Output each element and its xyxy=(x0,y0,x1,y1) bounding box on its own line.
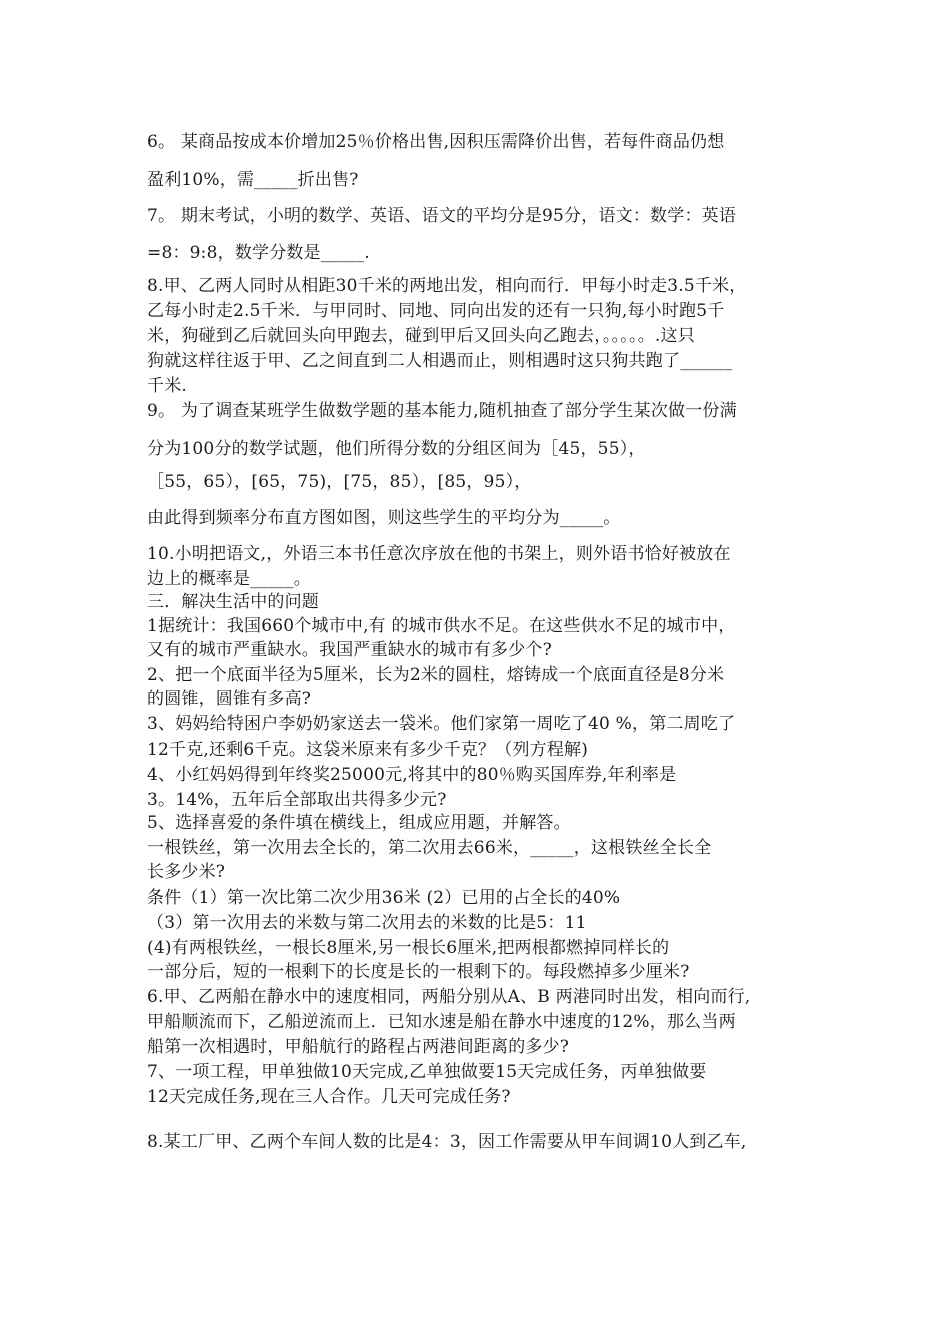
q7-line-2: =8：9:8，数学分数是_____. xyxy=(147,243,370,263)
p3-line-2: 12千克,还剩6千克。这袋米原来有多少千克？（列方程解) xyxy=(147,740,589,760)
q10-line-2: 边上的概率是_____。 xyxy=(147,569,311,589)
q9-line-2: 分为100分的数学试题，他们所得分数的分组区间为［45，55）， xyxy=(147,439,646,459)
p7-line-2: 12天完成任务,现在三人合作。几天可完成任务? xyxy=(147,1087,511,1107)
p5-conditions-3: (4)有两根铁丝，一根长8厘米,另一根长6厘米,把两根都燃掉同样长的 xyxy=(147,938,670,958)
q9-line-4: 由此得到频率分布直方图如图，则这些学生的平均分为_____。 xyxy=(147,508,621,528)
q9-line-3: ［55，65），[65，75)，[75，85），[85，95）， xyxy=(147,472,532,492)
p5-line-3: 长多少米? xyxy=(147,862,226,882)
p1-line-2: 又有的城市严重缺水。我国严重缺水的城市有多少个? xyxy=(147,640,552,660)
p2-line-2: 的圆锥，圆锥有多高? xyxy=(147,689,312,709)
p3-line-1: 3、妈妈给特困户李奶奶家送去一袋米。他们家第一周吃了40 %，第二周吃了 xyxy=(147,714,736,734)
p1-line-1: 1据统计：我国660个城市中,有 的城市供水不足。在这些供水不足的城市中， xyxy=(147,616,736,636)
p8-line-1: 8.某工厂甲、乙两个车间人数的比是4：3，因工作需要从甲车间调10人到乙车, xyxy=(147,1132,747,1152)
p5-line-1: 5、选择喜爱的条件填在横线上，组成应用题，并解答。 xyxy=(147,813,571,833)
q8-line-2: 乙每小时走2.5千米．与甲同时、同地、同向出发的还有一只狗,每小时跑5千 xyxy=(147,301,725,321)
q8-line-4: 狗就这样往返于甲、乙之间直到二人相遇而止，则相遇时这只狗共跑了______ xyxy=(147,351,733,371)
q6-line-1: 6。 某商品按成本价增加25％价格出售,因积压需降价出售，若每件商品仍想 xyxy=(147,132,725,152)
p5-conditions-1: 条件（1）第一次比第二次少用36米 (2）已用的占全长的40% xyxy=(147,888,621,908)
q10-line-1: 10.小明把语文,，外语三本书任意次序放在他的书架上，则外语书恰好被放在 xyxy=(147,544,731,564)
p5-line-2: 一根铁丝，第一次用去全长的，第二次用去66米，_____，这根铁丝全长全 xyxy=(147,838,712,858)
q6-line-2: 盈利10%，需_____折出售? xyxy=(147,170,359,190)
section-heading: 三．解决生活中的问题 xyxy=(147,592,319,612)
p5-conditions-2: （3）第一次用去的米数与第二次用去的米数的比是5：11 xyxy=(147,913,587,933)
p4-line-1: 4、小红妈妈得到年终奖25000元,将其中的80％购买国库券,年利率是 xyxy=(147,765,677,785)
q9-line-1: 9。 为了调查某班学生做数学题的基本能力,随机抽查了部分学生某次做一份满 xyxy=(147,401,737,421)
p4-line-2: 3。14%，五年后全部取出共得多少元? xyxy=(147,790,447,810)
p5-conditions-4: 一部分后，短的一根剩下的长度是长的一根剩下的。每段燃掉多少厘米? xyxy=(147,962,690,982)
p6-line-3: 船第一次相遇时，甲船航行的路程占两港间距离的多少? xyxy=(147,1037,570,1057)
p6-line-1: 6.甲、乙两船在静水中的速度相同，两船分别从A、B 两港同时出发，相向而行, xyxy=(147,987,751,1007)
p6-line-2: 甲船顺流而下，乙船逆流而上．已知水速是船在静水中速度的12%，那么当两 xyxy=(147,1012,736,1032)
q7-line-1: 7。 期末考试，小明的数学、英语、语文的平均分是95分，语文：数学：英语 xyxy=(147,206,737,226)
q8-line-5: 千米. xyxy=(147,376,188,396)
q8-line-1: 8.甲、乙两人同时从相距30千米的两地出发，相向而行．甲每小时走3.5千米， xyxy=(147,276,747,296)
q8-line-3: 米，狗碰到乙后就回头向甲跑去，碰到甲后又回头向乙跑去，。。。。。.这只 xyxy=(147,326,695,346)
p2-line-1: 2、把一个底面半径为5厘米，长为2米的圆柱，熔铸成一个底面直径是8分米 xyxy=(147,665,725,685)
p7-line-1: 7、一项工程，甲单独做10天完成,乙单独做要15天完成任务，丙单独做要 xyxy=(147,1062,707,1082)
